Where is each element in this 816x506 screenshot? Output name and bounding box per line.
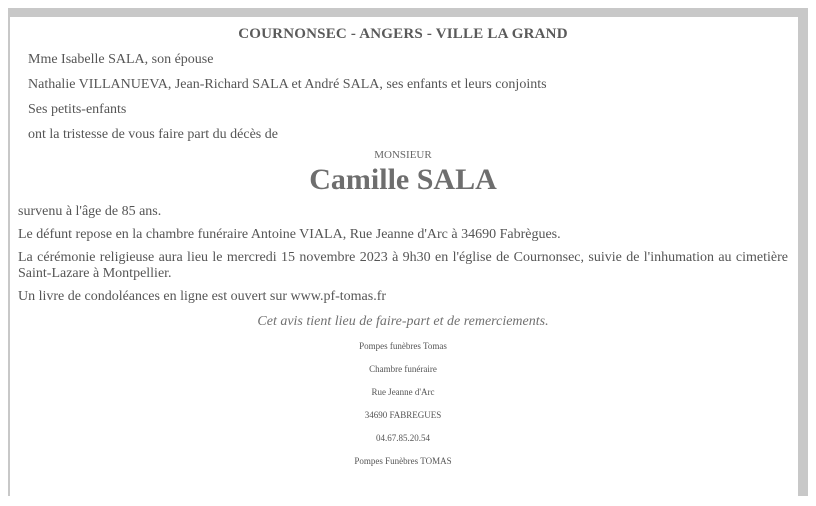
footer-chamber: Chambre funéraire <box>369 364 437 374</box>
family-line-spouse: Mme Isabelle SALA, son épouse <box>28 52 214 67</box>
family-line-children: Nathalie VILLANUEVA, Jean-Richard SALA et André SALA, ses enfants et leurs conjoints <box>28 77 547 92</box>
footer-street: Rue Jeanne d'Arc <box>371 387 435 397</box>
family-line-announcement: ont la tristesse de vous faire part du décès de <box>28 127 278 142</box>
notice-heading: COURNONSEC - ANGERS - VILLE LA GRAND <box>238 26 568 42</box>
footer-city: 34690 FABREGUES <box>364 410 442 420</box>
deceased-name: Camille SALA <box>309 163 497 196</box>
family-line-grandchildren: Ses petits-enfants <box>28 102 127 117</box>
repose-line: Le défunt repose en la chambre funéraire Antoine VIALA, Rue Jeanne d'Arc à 34690 Fabrègues. <box>18 227 561 242</box>
condolence-line: Un livre de condoléances en ligne est ouvert sur www.pf-tomas.fr <box>18 289 387 304</box>
deceased-title: MONSIEUR <box>374 149 432 161</box>
footer-phone: 04.67.85.20.54 <box>376 433 430 443</box>
notice-frame <box>8 8 808 496</box>
footer-company: Pompes funèbres Tomas <box>359 341 447 351</box>
ceremony-line: La cérémonie religieuse aura lieu le mercredi 15 novembre 2023 à 9h30 en l'église de Cournonsec, suivie de l'inhumation au cimetière Saint-Lazare à Montpellier. <box>18 250 788 281</box>
closing-line: Cet avis tient lieu de faire-part et de remerciements. <box>257 314 549 329</box>
age-line: survenu à l'âge de 85 ans. <box>18 204 162 219</box>
obituary-notice <box>10 17 798 496</box>
footer-signature: Pompes Funèbres TOMAS <box>354 456 452 466</box>
